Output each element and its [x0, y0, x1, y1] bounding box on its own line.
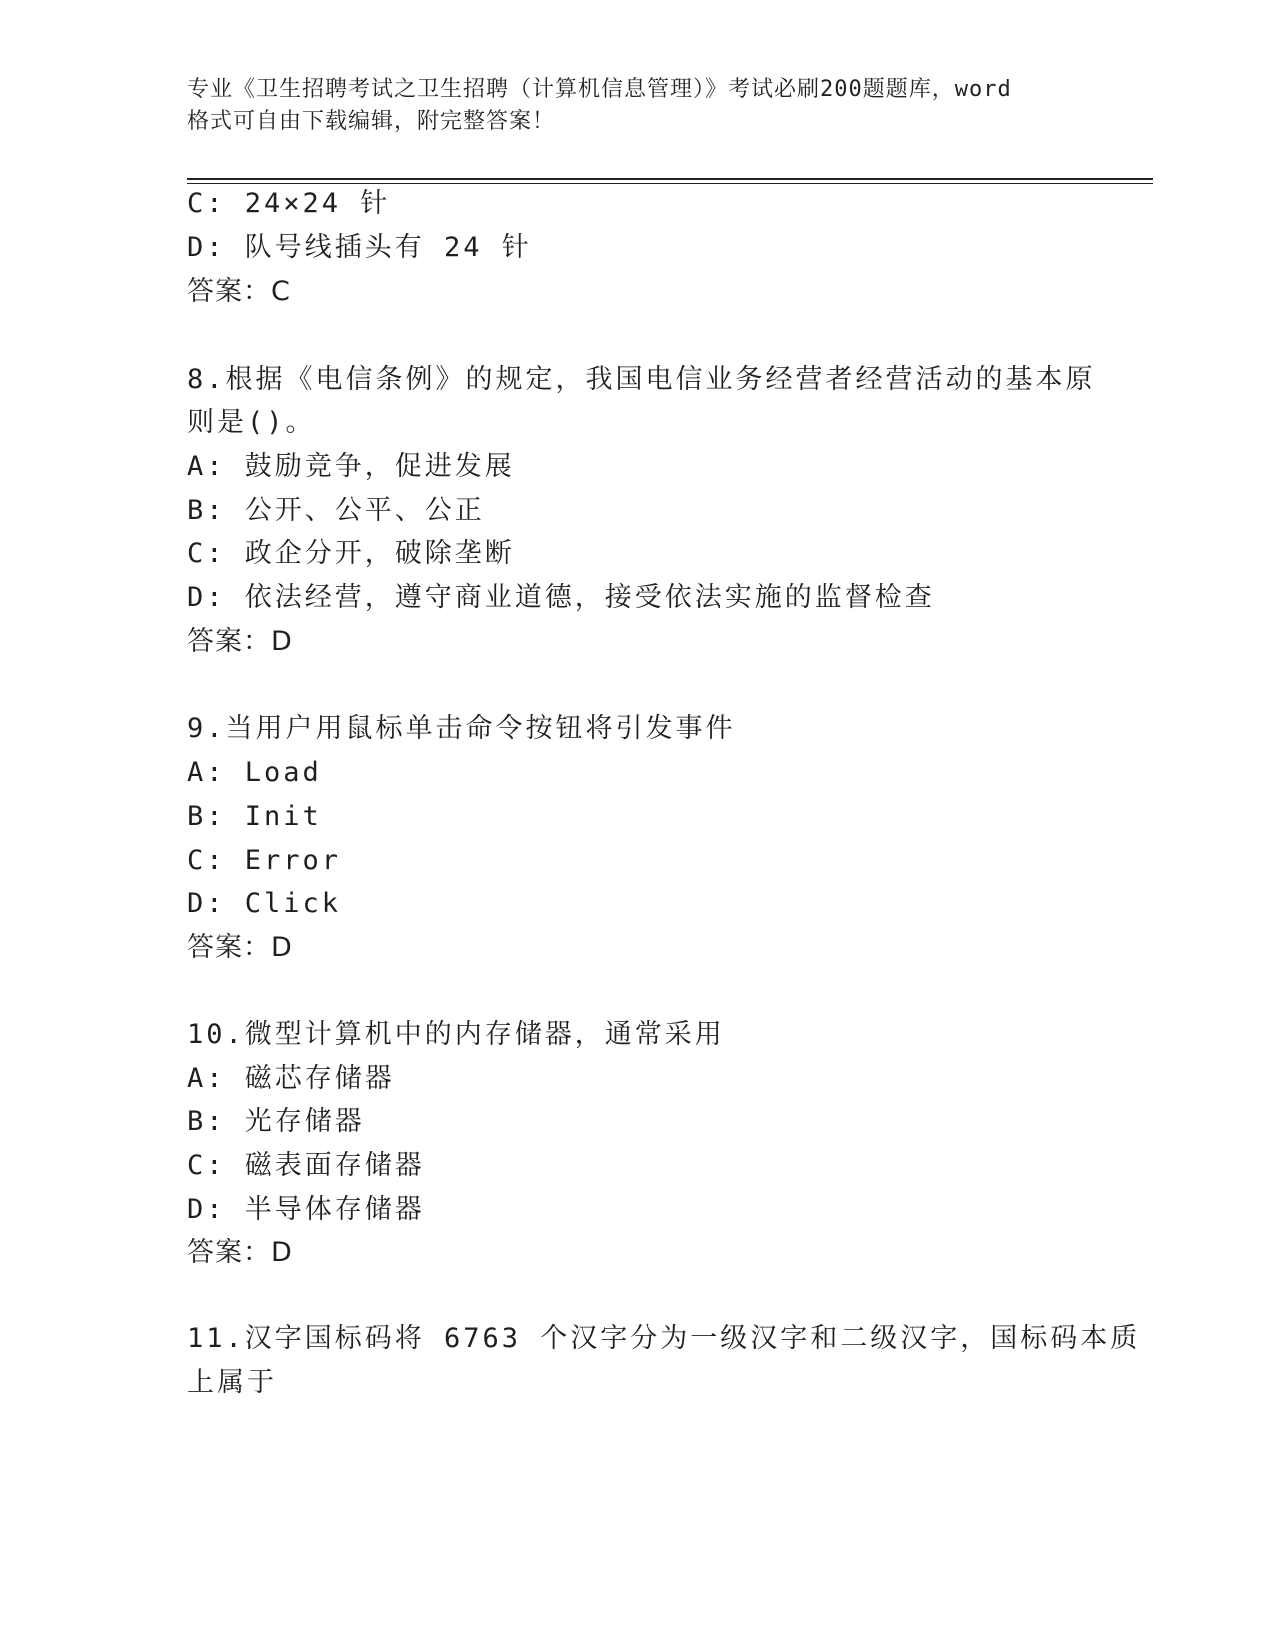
q10-option-d: D: 半导体存储器 — [187, 1194, 425, 1225]
header-divider — [187, 178, 1153, 180]
q8-option-d: D: 依法经营，遵守商业道德，接受依法实施的监督检查 — [187, 582, 935, 613]
q8-answer: 答案：D — [187, 626, 293, 657]
q8-stem-line-2: 则是()。 — [187, 407, 316, 438]
q9-option-a: A: Load — [187, 757, 322, 788]
header-line-1: 专业《卫生招聘考试之卫生招聘（计算机信息管理）》考试必刷200题题库，word — [187, 77, 1012, 102]
q8-option-b: B: 公开、公平、公正 — [187, 495, 485, 526]
q7-option-c: C: 24×24 针 — [187, 188, 391, 219]
q7-answer: 答案：C — [187, 276, 291, 307]
header-line-2: 格式可自由下载编辑，附完整答案！ — [187, 109, 556, 134]
q8-stem-line-1: 8.根据《电信条例》的规定，我国电信业务经营者经营活动的基本原 — [187, 364, 1096, 395]
q9-option-b: B: Init — [187, 801, 322, 832]
header-divider-thin — [187, 183, 1153, 184]
q8-option-c: C: 政企分开，破除垄断 — [187, 538, 515, 569]
q10-option-c: C: 磁表面存储器 — [187, 1150, 425, 1181]
q10-stem: 10.微型计算机中的内存储器，通常采用 — [187, 1019, 725, 1050]
q11-stem-line-1: 11.汉字国标码将 6763 个汉字分为一级汉字和二级汉字，国标码本质 — [187, 1323, 1141, 1354]
q10-option-a: A: 磁芯存储器 — [187, 1063, 395, 1094]
q10-answer: 答案：D — [187, 1237, 293, 1268]
q9-option-d: D: Click — [187, 888, 342, 919]
q8-option-a: A: 鼓励竞争，促进发展 — [187, 451, 515, 482]
q9-answer: 答案：D — [187, 932, 293, 963]
q10-option-b: B: 光存储器 — [187, 1106, 365, 1137]
q7-option-d: D: 队号线插头有 24 针 — [187, 232, 532, 263]
q11-stem-line-2: 上属于 — [187, 1367, 277, 1398]
document-header — [187, 74, 1087, 138]
q9-option-c: C: Error — [187, 845, 342, 876]
q9-stem: 9.当用户用鼠标单击命令按钮将引发事件 — [187, 713, 736, 744]
